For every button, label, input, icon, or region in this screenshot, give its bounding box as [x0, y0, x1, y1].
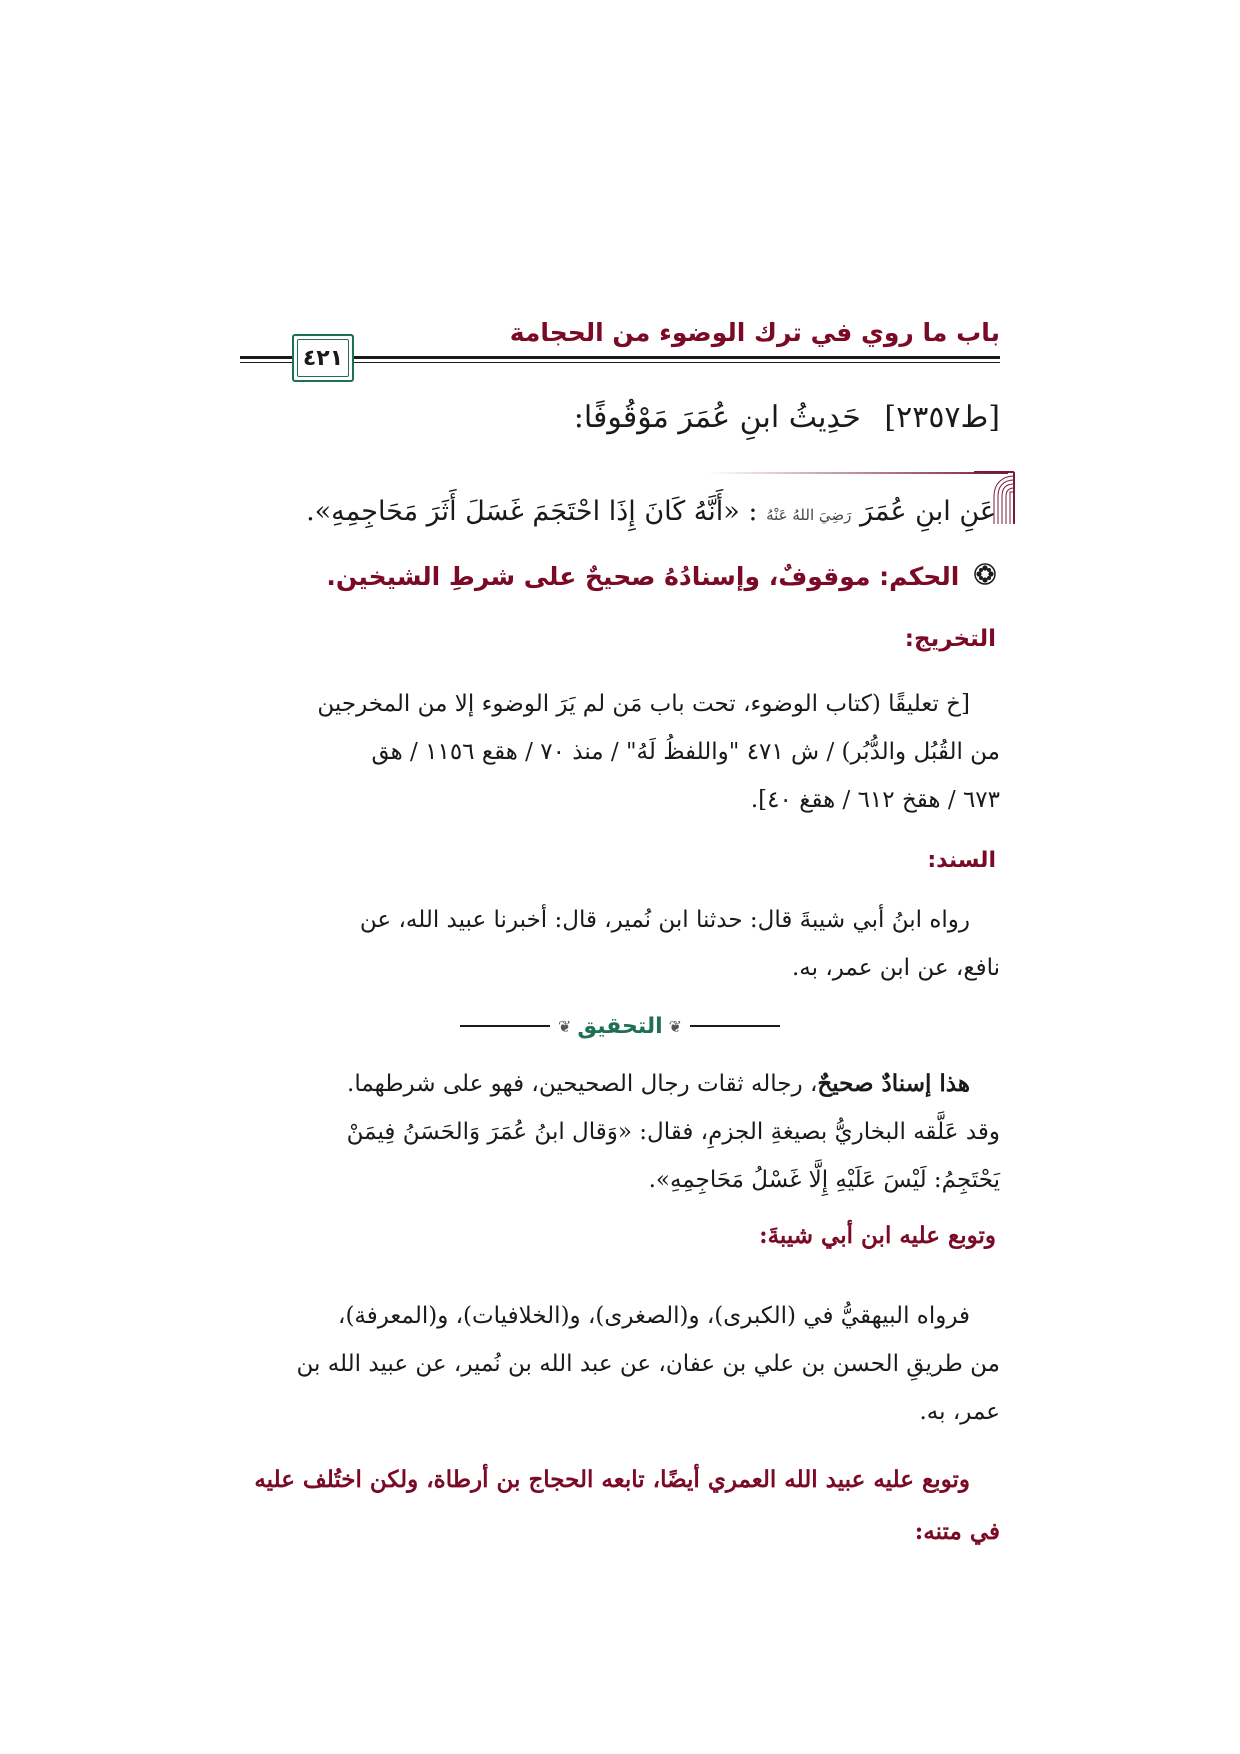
mutaba-line-1: فرواه البيهقيُّ في (الكبرى)، و(الصغرى)، و(الخلافيات)، و(المعرفة)، [338, 1303, 970, 1329]
sanad-line-1: رواه ابنُ أبي شيبةَ قال: حدثنا ابن نُمير، قال: أخبرنا عبيد الله، عن [359, 907, 970, 933]
takhrij-line-3: ٦٧٣ / هقخ ٦١٢ / هقغ ٤٠]. [750, 787, 1000, 813]
divider-line-left [460, 1025, 550, 1027]
flower-ornament-icon [965, 562, 996, 591]
ruling-label: الحكم: [879, 562, 960, 591]
takhrij-line-1: [خ تعليقًا (كتاب الوضوء، تحت باب مَن لم يَرَ الوضوء إلا من المخرجين [317, 691, 970, 717]
ruling-line [326, 562, 996, 591]
ruling-text: موقوفٌ، وإسنادُهُ صحيحٌ على شرطِ الشيخين. [326, 562, 871, 591]
divider-line-right [690, 1025, 780, 1027]
title-underline [708, 472, 1008, 474]
mutaba-2-line-2: في متنه: [914, 1518, 1000, 1545]
floral-divider-icon: ❦ [668, 1016, 683, 1036]
tahqiq-paragraph [240, 1060, 1000, 1204]
mutaba-paragraph [240, 1292, 1000, 1436]
mutaba-2-paragraph [240, 1454, 1000, 1558]
mutaba-line-2: من طريقِ الحسن بن علي بن عفان، عن عبد الله بن نُمير، عن عبيد الله بن [296, 1351, 1000, 1377]
tahqiq-line-1 [240, 1060, 1000, 1108]
mutaba-2-line-1: وتوبع عليه عبيد الله العمري أيضًا، تابعه الحجاج بن أرطاة، ولكن اختُلف عليه [254, 1466, 970, 1493]
tahqiq-divider [460, 1010, 780, 1042]
running-header-title: باب ما روي في ترك الوضوء من الحجامة [509, 318, 1000, 347]
sanad-heading: السند: [927, 848, 996, 873]
header-rule-thick [240, 356, 1000, 359]
header-rule-thin [240, 362, 1000, 363]
floral-divider-icon: ❦ [557, 1016, 572, 1036]
hadith-title: حَدِيثُ ابنِ عُمَرَ مَوْقُوفًا: [573, 400, 861, 435]
tahqiq-heading: التحقيق [577, 1013, 663, 1039]
takhrij-heading: التخريج: [904, 626, 996, 652]
sanad-line-2: نافع، عن ابن عمر، به. [791, 955, 1000, 981]
hadith-code: [ط٢٣٥٧] [884, 400, 1000, 435]
mutaba-heading: وتوبع عليه ابن أبي شيبةَ: [759, 1222, 996, 1249]
honorific-phrase: رَضِيَ اللهُ عَنْهُ [766, 506, 852, 524]
tahqiq-line-3: يَحْتَجِمُ: لَيْسَ عَلَيْهِ إِلَّا غَسْلُ مَحَاجِمِهِ». [648, 1167, 1000, 1193]
sanad-paragraph [240, 896, 1000, 992]
tahqiq-line-1-rest: ، رجاله ثقات رجال الصحيحين، فهو على شرطهما. [347, 1071, 818, 1097]
hadith-text-end: : «أَنَّهُ كَانَ إِذَا احْتَجَمَ غَسَلَ أَثَرَ مَحَاجِمِهِ». [306, 496, 758, 527]
takhrij-line-2: من القُبُل والدُّبُر) / ش ٤٧١ "واللفظُ لَهُ" / منذ ٧٠ / هقع ١١٥٦ / هق [371, 739, 1000, 765]
page-number-badge [292, 334, 354, 382]
tahqiq-bold-start: هذا إسنادٌ صحيحٌ [817, 1070, 970, 1097]
hadith-text [306, 496, 996, 527]
hadith-text-start: عَنِ ابنِ عُمَرَ [859, 496, 996, 527]
tahqiq-line-2: وقد عَلَّقه البخاريُّ بصيغةِ الجزمِ، فقال: «وَقال ابنُ عُمَرَ وَالحَسَنُ فِيمَنْ [346, 1119, 1000, 1145]
page-number: ٤٢١ [302, 345, 344, 371]
header-rule [240, 356, 1000, 364]
mutaba-line-3: عمر، به. [919, 1399, 1000, 1425]
takhrij-paragraph [240, 680, 1000, 824]
hadith-heading [574, 400, 1000, 435]
